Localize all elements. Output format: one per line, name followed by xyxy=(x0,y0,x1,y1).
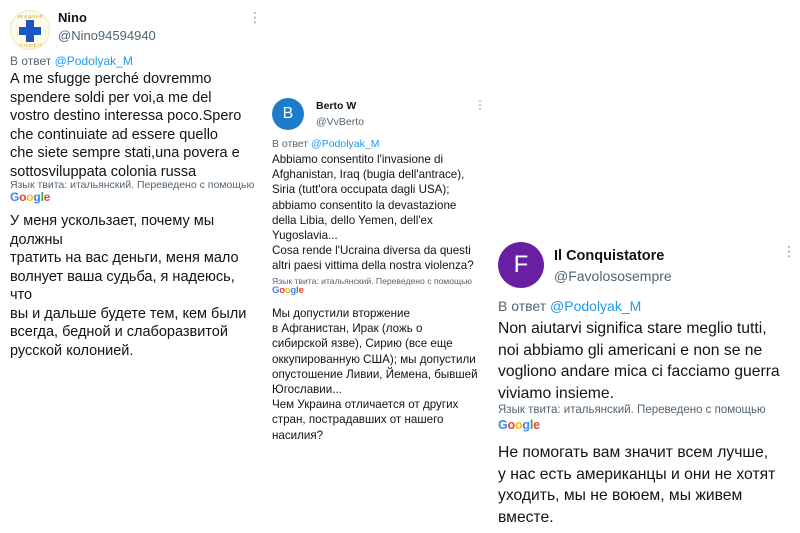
more-options-icon[interactable]: ⋮ xyxy=(782,243,796,259)
translation-note: Язык твита: итальянский. Переведено с помощью xyxy=(498,404,766,416)
cross-logo-icon xyxy=(11,11,49,49)
tweet-card-nino xyxy=(0,0,262,533)
reply-prefix: В ответ xyxy=(10,54,52,68)
reply-mention-link[interactable]: @Podolyak_M xyxy=(550,298,642,314)
tweet-card-berto xyxy=(262,88,492,533)
reply-mention-link[interactable]: @Podolyak_M xyxy=(54,54,133,68)
google-logo-icon[interactable]: Google xyxy=(272,285,304,296)
translated-text: У меня ускользает, почему мы должны тратить на вас деньги, меня мало волнует ваша судьба, я надеюсь, что вы и дальше будете тем, кем были всегда, бедной и слаборазвитой русской колонией. xyxy=(10,213,247,359)
tweet-text: A me sfugge perché dovremmo spendere soldi per voi,a me del vostro destino interessa poco.Spero che continuiate ad essere quello che siete sempre stati,una povera e sottosviluppata colonia russa xyxy=(10,71,242,180)
reply-prefix: В ответ xyxy=(498,298,547,314)
google-logo-icon[interactable]: Google xyxy=(10,190,51,204)
avatar[interactable] xyxy=(10,10,50,50)
author-name[interactable]: Nino xyxy=(58,10,87,25)
avatar[interactable]: F xyxy=(498,242,544,288)
tweet-text: Abbiamo consentito l'invasione di Afghanistan, Iraq (bugia dell'antrace), Siria (tutt'ora occupata dagli USA); abbiamo consentito la devastazione della Libia, dello Yemen, dell'ex Yugoslavia... Cosa rende l'Ucraina diversa da questi altri paesi vittima della nostra violenza? xyxy=(272,153,474,273)
translation-note: Язык твита: итальянский. Переведено с помощью xyxy=(10,179,255,191)
reply-mention-link[interactable]: @Podolyak_M xyxy=(311,138,380,150)
avatar-logo-text-top: ИК И ДАНАР xyxy=(17,14,43,19)
translation-note: Язык твита: итальянский. Переведено с помощью xyxy=(272,276,472,286)
translated-text: Не помогать вам значит всем лучше, у нас есть американцы и они не хотят уходить, мы не воюем, мы живем вместе. xyxy=(498,444,776,526)
reply-to xyxy=(10,54,133,68)
more-options-icon[interactable]: ⋮ xyxy=(474,98,486,112)
translated-text: Мы допустили вторжение в Афганистан, Ирак (ложь о сибирской язве), Сирию (все еще оккупированную США); мы допустили опустошение Ливии, Йемена, бывшей Югославии... Чем Украина отличается от других стран, пострадавших от нашего насилия? xyxy=(272,307,478,442)
more-options-icon[interactable]: ⋮ xyxy=(248,9,262,25)
tweet-text: Non aiutarvi significa stare meglio tutti, noi abbiamo gli americani e non se ne vogliono andare mica ci facciamo guerra viviamo insieme. xyxy=(498,320,780,402)
reply-to xyxy=(498,298,641,314)
author-handle[interactable]: @VvBerto xyxy=(316,116,365,128)
google-logo-icon[interactable]: Google xyxy=(498,418,540,432)
author-handle[interactable]: @Nino94594940 xyxy=(58,28,156,43)
author-name[interactable]: Il Conquistatore xyxy=(554,248,665,264)
author-name[interactable]: Berto W xyxy=(316,100,357,112)
avatar[interactable]: B xyxy=(272,98,304,130)
avatar-logo-text-bottom: АН Н ЕГЕ ГЕ xyxy=(17,43,43,48)
reply-to xyxy=(272,138,379,150)
author-handle[interactable]: @Favolososempre xyxy=(554,268,672,284)
tweet-card-conquistatore xyxy=(492,232,800,533)
reply-prefix: В ответ xyxy=(272,138,309,150)
